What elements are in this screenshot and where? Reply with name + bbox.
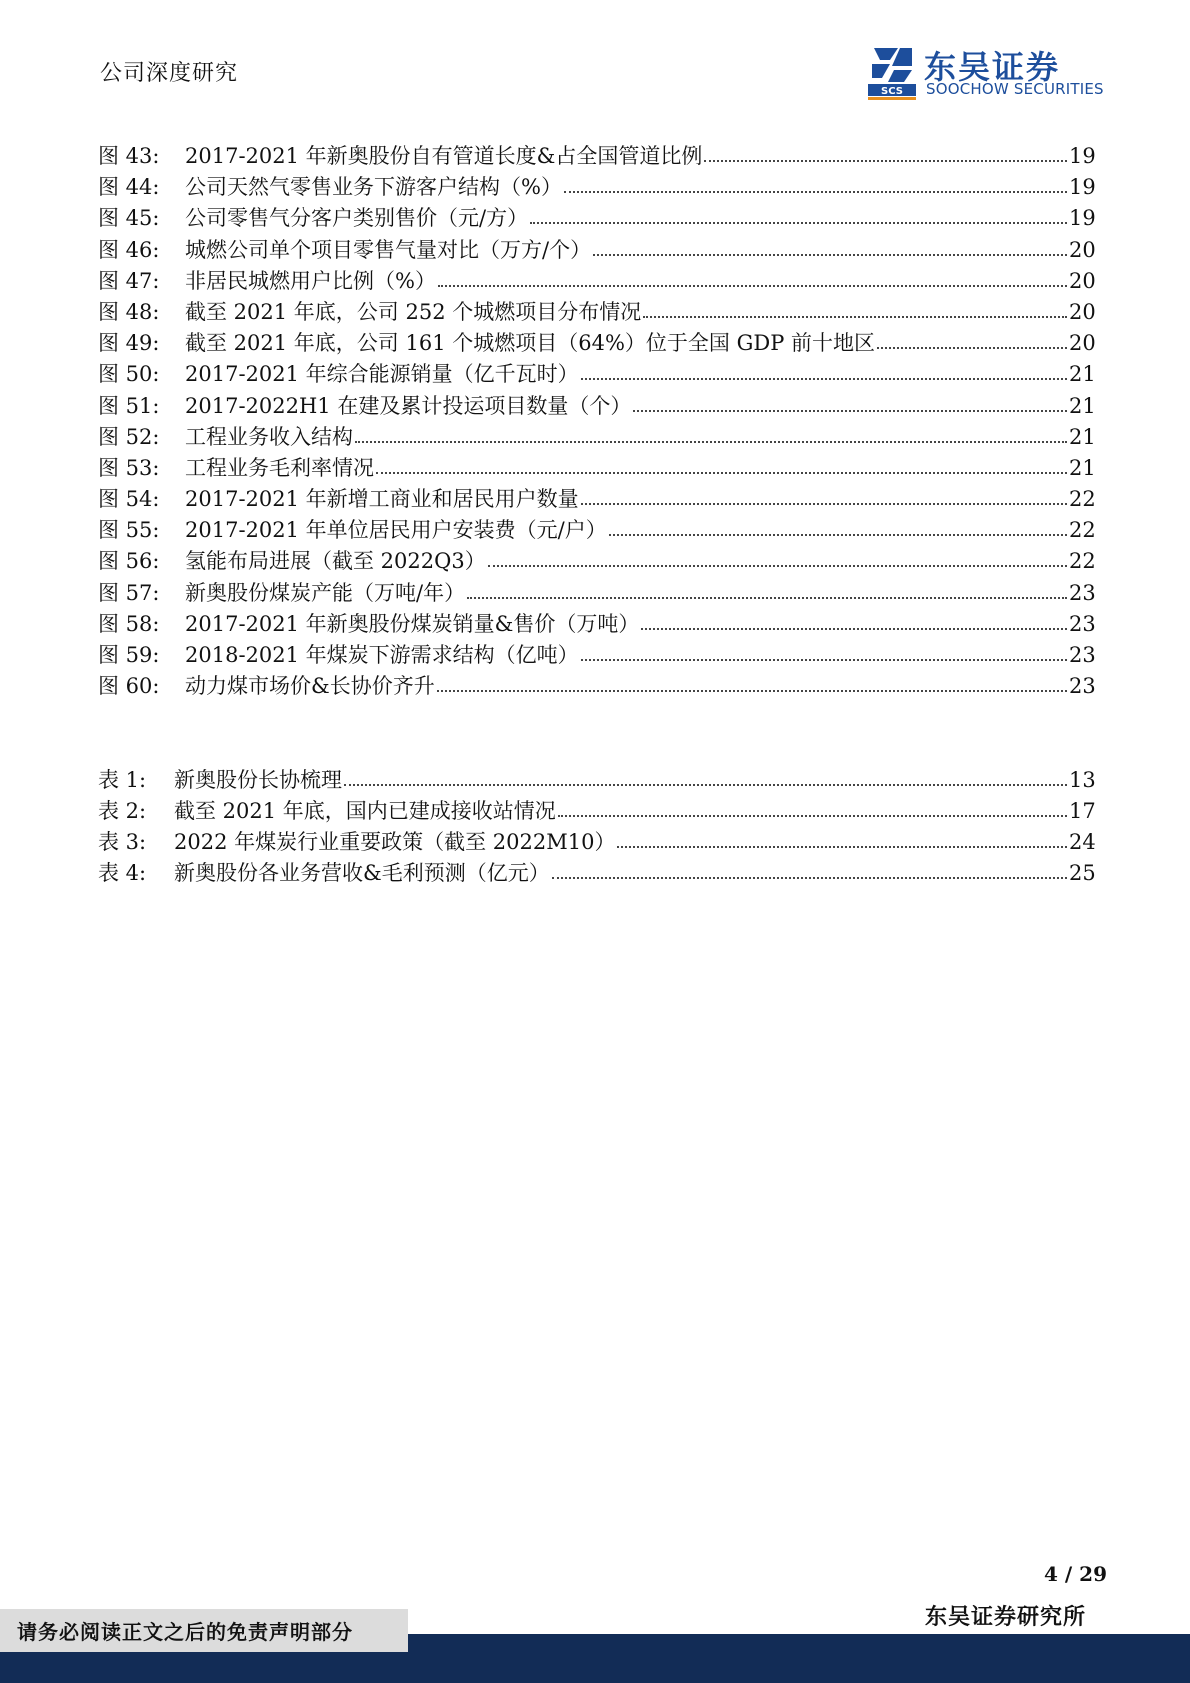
toc-title: 工程业务收入结构 — [185, 424, 353, 449]
figure-index-entry[interactable] — [98, 515, 1095, 546]
toc-title: 新奥股份长协梳理 — [174, 768, 342, 792]
page-number: 4 / 29 — [1044, 1562, 1107, 1586]
figure-index-entry[interactable] — [98, 235, 1095, 266]
toc-label: 图 54: — [98, 487, 160, 512]
toc-page-number: 20 — [1069, 331, 1096, 356]
toc-leader — [581, 659, 1067, 661]
toc-title: 2017-2021 年新奥股份自有管道长度&占全国管道比例 — [185, 144, 703, 168]
toc-leader — [581, 378, 1067, 380]
toc-label: 图 47: — [98, 268, 160, 293]
toc-leader — [877, 347, 1067, 349]
figure-index-entry[interactable] — [98, 141, 1095, 172]
toc-page-number: 23 — [1069, 580, 1096, 605]
toc-leader — [704, 160, 1067, 162]
toc-page-number: 17 — [1069, 799, 1096, 823]
logo-abbreviation: SCS — [881, 86, 903, 97]
figure-index-entry[interactable] — [98, 640, 1095, 671]
toc-title: 2017-2021 年单位居民用户安装费（元/户） — [185, 518, 607, 543]
toc-leader — [581, 503, 1067, 505]
toc-leader — [437, 690, 1067, 692]
figure-index-entry[interactable] — [98, 609, 1095, 640]
toc-leader — [376, 472, 1067, 474]
toc-title: 公司天然气零售业务下游客户结构（%） — [185, 175, 562, 200]
figure-index-entry[interactable] — [98, 172, 1095, 203]
toc-page-number: 13 — [1069, 768, 1096, 792]
toc-label: 图 59: — [98, 643, 160, 667]
toc-leader — [344, 784, 1067, 786]
toc-label: 图 55: — [98, 518, 160, 543]
toc-label: 图 51: — [98, 393, 160, 418]
toc-label: 表 3: — [98, 830, 147, 854]
scs-logo-icon — [868, 44, 916, 100]
figure-index-entry[interactable] — [98, 328, 1095, 359]
figure-index-entry[interactable] — [98, 297, 1095, 328]
toc-page-number: 23 — [1069, 611, 1096, 636]
brand-logo — [868, 44, 1103, 100]
toc-page-number: 21 — [1069, 455, 1096, 480]
toc-leader — [488, 565, 1067, 567]
disclaimer-text: 请务必阅读正文之后的免责声明部分 — [17, 1620, 353, 1644]
toc-leader — [593, 254, 1067, 256]
toc-page-number: 22 — [1069, 487, 1096, 512]
toc-page-number: 20 — [1069, 268, 1096, 293]
toc-page-number: 21 — [1069, 424, 1096, 449]
logo-chinese-name: 东吴证券 — [924, 48, 1061, 86]
toc-label: 图 57: — [98, 580, 160, 605]
toc-title: 截至 2021 年底，公司 161 个城燃项目（64%）位于全国 GDP 前十地区 — [185, 331, 875, 356]
toc-title: 2017-2021 年综合能源销量（亿千瓦时） — [185, 362, 579, 387]
toc-page-number: 24 — [1069, 830, 1096, 854]
toc-page-number: 20 — [1069, 299, 1096, 324]
figure-index-entry[interactable] — [98, 546, 1095, 577]
toc-leader — [617, 846, 1067, 848]
toc-title: 城燃公司单个项目零售气量对比（万方/个） — [185, 237, 592, 262]
toc-title: 2018-2021 年煤炭下游需求结构（亿吨） — [185, 643, 579, 667]
figure-index-entry[interactable] — [98, 203, 1095, 234]
toc-label: 图 46: — [98, 237, 160, 262]
toc-label: 图 56: — [98, 549, 160, 574]
toc-label: 图 58: — [98, 611, 160, 636]
figure-index — [98, 141, 1095, 702]
toc-title: 2017-2021 年新奥股份煤炭销量&售价（万吨） — [185, 611, 640, 636]
toc-label: 表 4: — [98, 861, 147, 885]
toc-leader — [552, 877, 1067, 879]
toc-label: 图 44: — [98, 175, 160, 200]
toc-label: 表 2: — [98, 799, 147, 823]
toc-label: 表 1: — [98, 768, 147, 792]
toc-label: 图 50: — [98, 362, 160, 387]
toc-label: 图 53: — [98, 455, 160, 480]
toc-title: 公司零售气分客户类别售价（元/方） — [185, 206, 529, 231]
toc-leader — [558, 815, 1067, 817]
toc-label: 图 60: — [98, 674, 160, 699]
toc-title: 截至 2021 年底，国内已建成接收站情况 — [174, 799, 556, 823]
toc-title: 截至 2021 年底，公司 252 个城燃项目分布情况 — [185, 299, 642, 324]
toc-label: 图 48: — [98, 299, 160, 324]
toc-title: 2022 年煤炭行业重要政策（截至 2022M10） — [174, 830, 616, 854]
toc-page-number: 19 — [1069, 175, 1096, 200]
toc-leader — [609, 534, 1067, 536]
toc-title: 2017-2021 年新增工商业和居民用户数量 — [185, 487, 579, 512]
toc-leader — [467, 597, 1067, 599]
toc-title: 新奥股份各业务营收&毛利预测（亿元） — [174, 861, 550, 885]
toc-leader — [355, 441, 1067, 443]
toc-page-number: 19 — [1069, 144, 1096, 168]
toc-page-number: 25 — [1069, 861, 1096, 885]
toc-title: 氢能布局进展（截至 2022Q3） — [185, 549, 486, 574]
figure-index-entry[interactable] — [98, 422, 1095, 453]
toc-leader — [643, 316, 1067, 318]
table-index-entry[interactable] — [98, 858, 1095, 889]
toc-leader — [438, 285, 1067, 287]
toc-label: 图 52: — [98, 424, 160, 449]
toc-page-number: 22 — [1069, 518, 1096, 543]
table-index-entry[interactable] — [98, 765, 1095, 796]
toc-page-number: 21 — [1069, 362, 1096, 387]
figure-index-entry[interactable] — [98, 391, 1095, 422]
figure-index-entry[interactable] — [98, 266, 1095, 297]
toc-title: 动力煤市场价&长协价齐升 — [185, 674, 435, 699]
document-section-title: 公司深度研究 — [100, 61, 239, 86]
figure-index-entry[interactable] — [98, 484, 1095, 515]
figure-index-entry[interactable] — [98, 453, 1095, 484]
toc-title: 2017-2022H1 在建及累计投运项目数量（个） — [185, 393, 632, 418]
table-index-entry[interactable] — [98, 796, 1095, 827]
toc-page-number: 19 — [1069, 206, 1096, 231]
research-institute-name: 东吴证券研究所 — [925, 1604, 1087, 1630]
figure-index-entry[interactable] — [98, 359, 1095, 390]
table-index — [98, 765, 1095, 889]
toc-page-number: 22 — [1069, 549, 1096, 574]
toc-label: 图 45: — [98, 206, 160, 231]
toc-leader — [641, 628, 1067, 630]
figure-index-entry[interactable] — [98, 578, 1095, 609]
toc-leader — [633, 410, 1067, 412]
toc-page-number: 23 — [1069, 643, 1096, 667]
toc-label: 图 49: — [98, 331, 160, 356]
toc-page-number: 20 — [1069, 237, 1096, 262]
logo-english-name: SOOCHOW SECURITIES — [926, 80, 1104, 98]
toc-page-number: 23 — [1069, 674, 1096, 699]
toc-leader — [564, 191, 1067, 193]
toc-page-number: 21 — [1069, 393, 1096, 418]
table-index-entry[interactable] — [98, 827, 1095, 858]
toc-label: 图 43: — [98, 144, 160, 168]
figure-index-entry[interactable] — [98, 671, 1095, 702]
toc-title: 非居民城燃用户比例（%） — [185, 268, 436, 293]
toc-leader — [530, 222, 1067, 224]
toc-title: 新奥股份煤炭产能（万吨/年） — [185, 580, 466, 605]
toc-title: 工程业务毛利率情况 — [185, 455, 374, 480]
